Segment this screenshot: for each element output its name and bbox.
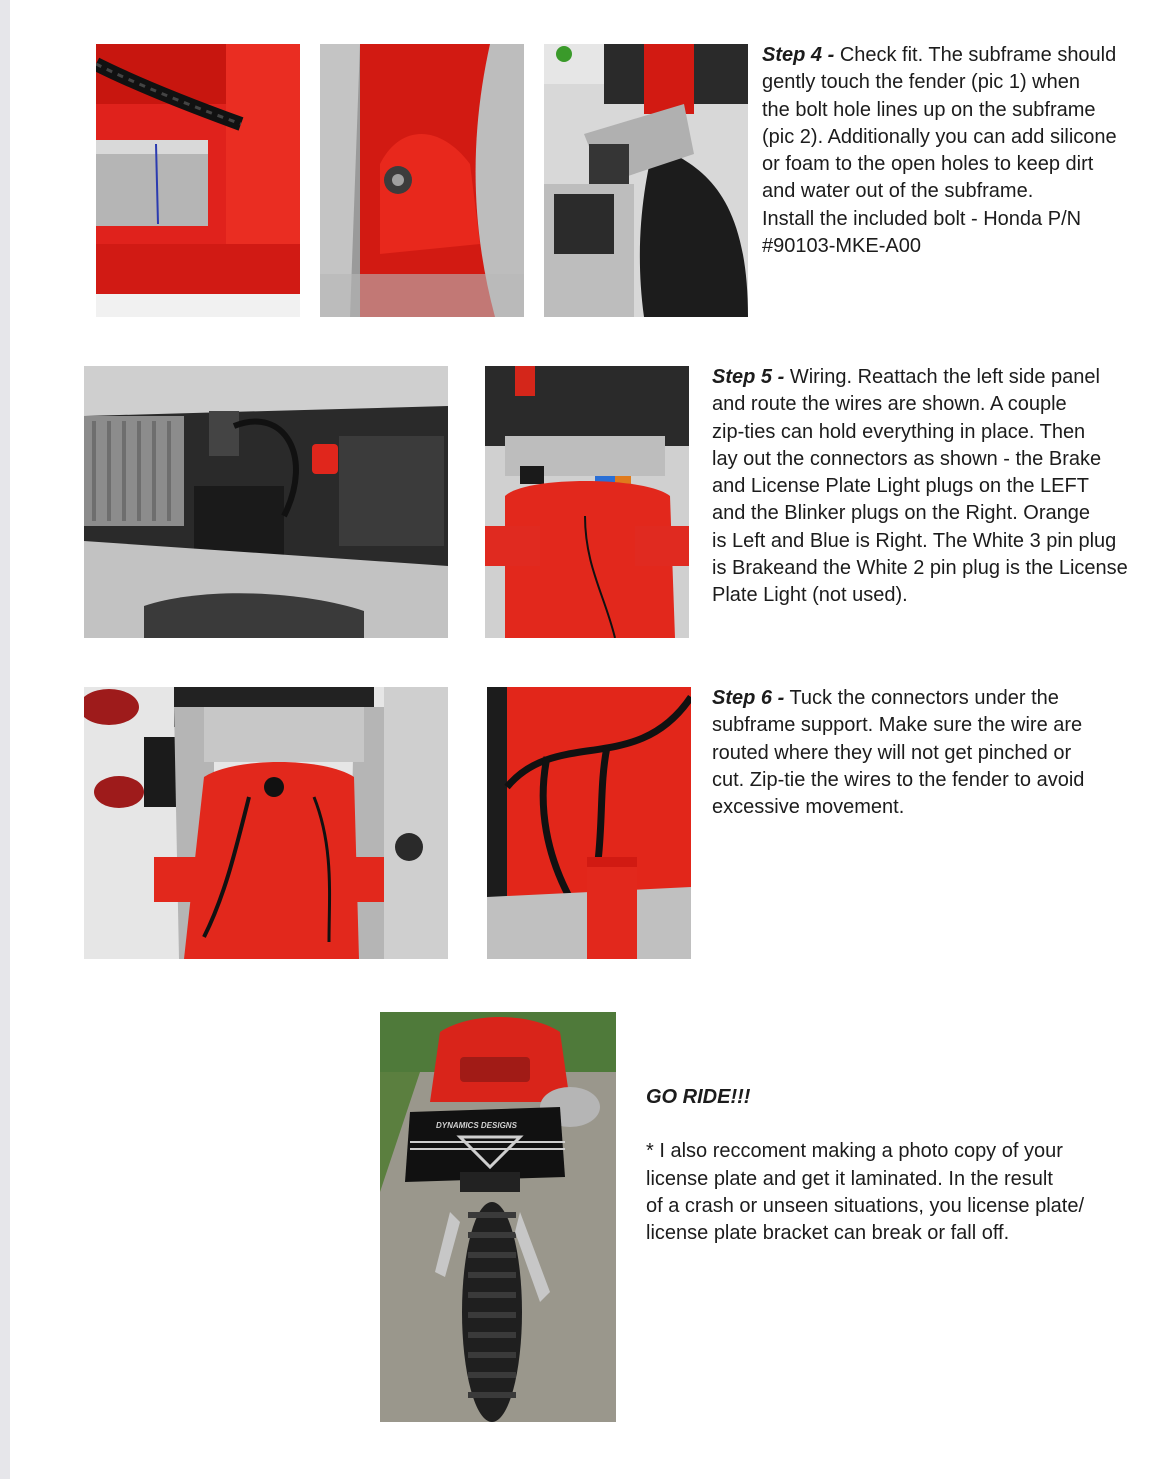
step6-line-2: subframe support. Make sure the wire are [712,714,1083,737]
plate-logo-text: DYNAMICS DESIGNS [436,1121,517,1130]
photo-step6-ziptie-fender [487,687,691,959]
step5-line-5: and License Plate Light plugs on the LEFT [712,475,1089,498]
step5-line-2: and route the wires are shown. A couple [712,393,1067,416]
step6-line-4: cut. Zip-tie the wires to the fender to avoid [712,768,1085,791]
step4-line-1: Step 4 - Check fit. The subframe should [762,44,1117,66]
photo-step5-connectors-layout [485,366,689,638]
step4-line-3: the bolt hole lines up on the subframe [762,98,1096,121]
step4-text [762,42,1147,260]
step4-line-4: (pic 2). Additionally you can add silicone [762,125,1117,148]
step5-label: Step 5 - [712,366,785,388]
step5-line-9: Plate Light (not used). [712,584,908,607]
go-ride-heading: GO RIDE!!! [646,1086,751,1108]
photo-step5-wiring-routing [84,366,448,638]
step5-line-8: is Brakeand the White 2 pin plug is the License [712,557,1128,580]
final-note-line-1: * I also reccoment making a photo copy of your [646,1140,1063,1163]
step5-line-7: is Left and Blue is Right. The White 3 pin plug [712,529,1117,552]
final-note-line-4: license plate bracket can break or fall off. [646,1222,1010,1245]
step4-line-6: and water out of the subframe. [762,180,1034,203]
step4-line-7: Install the included bolt - Honda P/N [762,207,1082,230]
step6-label: Step 6 - [712,687,785,709]
step6-line-5: excessive movement. [712,796,905,819]
photo-step6-connectors-tucked [84,687,448,959]
page-left-edge [0,0,10,1479]
step5-line-3: zip-ties can hold everything in place. Then [712,420,1086,443]
step4-line-8: #90103-MKE-A00 [762,235,921,258]
step4-line-5: or foam to the open holes to keep dirt [762,153,1094,176]
photo-finished-rear-view [380,1012,616,1422]
step5-line-1: Step 5 - Wiring. Reattach the left side panel [712,366,1100,388]
final-text [646,1084,1126,1247]
final-note-line-2: license plate and get it laminated. In the result [646,1167,1053,1190]
photo-step4-bolt-hole [320,44,524,317]
step6-line-1: Step 6 - Tuck the connectors under the [712,687,1059,709]
step5-line-6: and the Blinker plugs on the Right. Orange [712,502,1091,525]
step6-line-3: routed where they will not get pinched or [712,741,1072,764]
photo-step4-fender-fit [96,44,300,317]
step5-text [712,364,1148,610]
step5-line-4: lay out the connectors as shown - the Brake [712,447,1102,470]
photo-step4-subframe [544,44,748,317]
final-note-line-3: of a crash or unseen situations, you license plate/ [646,1194,1085,1217]
step4-label: Step 4 - [762,44,835,66]
step6-text [712,685,1132,821]
step4-line-2: gently touch the fender (pic 1) when [762,71,1080,94]
